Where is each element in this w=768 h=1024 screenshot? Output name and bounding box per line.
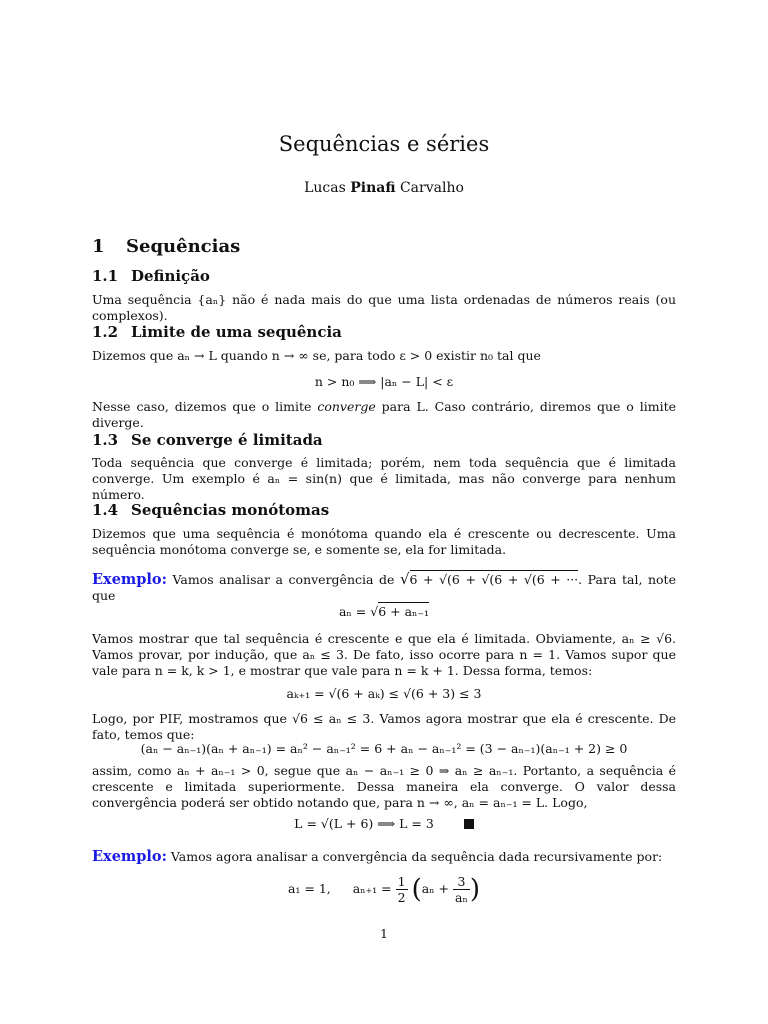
- numerator: 3: [453, 874, 470, 890]
- text-fragment: Vamos agora analisar a convergência da sequência dada recursivamente por:: [170, 849, 663, 864]
- fraction-half: [396, 874, 408, 905]
- subsection-heading-1-2: [92, 323, 342, 341]
- example-1-intro: [92, 571, 676, 604]
- section-number: 1: [92, 236, 105, 257]
- denominator: aₙ: [455, 890, 468, 905]
- equation-recursive: [92, 874, 676, 905]
- subsection-title: Sequências monótomas: [131, 501, 330, 519]
- denominator: 2: [397, 890, 406, 905]
- author-middle: Pinafi: [350, 180, 396, 196]
- section-heading-1: [92, 236, 240, 257]
- example-label: Exemplo:: [92, 571, 167, 588]
- paragraph-bounded: Toda sequência que converge é limitada; porém, nem toda sequência que é limitada converge. Um exemplo é aₙ = sin(n) que é limitada, mas não converge para nenhum número.: [92, 455, 676, 502]
- author-line: [0, 180, 768, 196]
- equation-induction: aₖ₊₁ = √(6 + aₖ) ≤ √(6 + 3) ≤ 3: [286, 686, 482, 701]
- nested-radical: 6 + √(6 + √(6 + √(6 + ···: [409, 572, 579, 587]
- paragraph-conclusion: assim, como aₙ + aₙ₋₁ > 0, segue que aₙ − aₙ₋₁ ≥ 0 ⇒ aₙ ≥ aₙ₋₁. Portanto, a sequência é crescente e limitada superiormente. Dessa maneira ela converge. O valor dessa convergência poderá ser obtido notando que, para n → ∞, aₙ = aₙ₋₁ = L. Logo,: [92, 763, 676, 810]
- subsection-title: Definição: [131, 267, 210, 285]
- equation-radicand: 6 + aₙ₋₁: [378, 604, 430, 619]
- equation-recurrence: [92, 604, 676, 619]
- paragraph-limit: Dizemos que aₙ → L quando n → ∞ se, para todo ε > 0 existir n₀ tal que: [92, 348, 541, 363]
- subsection-title: Se converge é limitada: [131, 431, 323, 449]
- text-fragment: Nesse caso, dizemos que o limite: [92, 399, 318, 414]
- author-last: Carvalho: [399, 180, 464, 196]
- equation-limit-value: [92, 816, 676, 831]
- numerator: 1: [397, 874, 406, 889]
- subsection-number: 1.2: [92, 323, 119, 341]
- right-paren: ): [469, 874, 481, 905]
- equation-text: L = √(L + 6) ⟹ L = 3: [294, 816, 434, 831]
- subsection-heading-1-4: [92, 501, 329, 519]
- text-fragment: Vamos analisar a convergência de: [172, 572, 395, 587]
- emphasis-converge: converge: [317, 399, 376, 414]
- section-title: Sequências: [126, 236, 241, 257]
- nested-radical-sign: √: [399, 570, 410, 588]
- equation-lhs: aₙ = √: [338, 604, 379, 619]
- subsection-number: 1.1: [92, 267, 119, 285]
- text-fragment: . Para tal, note que: [92, 572, 676, 603]
- paragraph-increasing: Logo, por PIF, mostramos que √6 ≤ aₙ ≤ 3. Vamos agora mostrar que ela é crescente. De fato, temos que:: [92, 711, 676, 742]
- subsection-heading-1-3: [92, 431, 323, 449]
- example-label: Exemplo:: [92, 848, 167, 865]
- author-first: Lucas: [304, 180, 346, 196]
- example-2-intro: [92, 849, 676, 865]
- paren-inner: aₙ +: [421, 881, 450, 896]
- subsection-number: 1.4: [92, 501, 119, 519]
- recursive-lhs: aₙ₊₁ =: [352, 881, 392, 896]
- text-fragment: para L. Caso contrário, diremos que o limite diverge.: [92, 399, 677, 430]
- left-paren: (: [411, 874, 422, 905]
- paragraph-monotone: Dizemos que uma sequência é monótoma quando ela é crescente ou decrescente. Uma sequência monótoma converge se, e somente se, ela for limitada.: [92, 526, 676, 557]
- paragraph-induction: Vamos mostrar que tal sequência é crescente e que ela é limitada. Obviamente, aₙ ≥ √6. Vamos provar, por indução, que aₙ ≤ 3. De fato, isso ocorre para n = 1. Vamos supor que vale para n = k, k > 1, e mostrar que vale para n = k + 1. Dessa forma, temos:: [92, 631, 676, 678]
- subsection-heading-1-1: [92, 267, 210, 285]
- equation-difference: (aₙ − aₙ₋₁)(aₙ + aₙ₋₁) = aₙ² − aₙ₋₁² = 6 + aₙ − aₙ₋₁² = (3 − aₙ₋₁)(aₙ₋₁ + 2) ≥ 0: [140, 741, 628, 756]
- fraction-3-over-an: [453, 874, 470, 905]
- equation-limit: n > n₀ ⟹ |aₙ − L| < ε: [314, 374, 454, 389]
- document-title: Sequências e séries: [278, 132, 490, 156]
- subsection-title: Limite de uma sequência: [131, 323, 342, 341]
- initial-term: a₁ = 1,: [287, 881, 331, 896]
- subsection-number: 1.3: [92, 431, 119, 449]
- qed-square-icon: [464, 819, 474, 829]
- paragraph-definition: Uma sequência {aₙ} não é nada mais do que uma lista ordenadas de números reais (ou complexos).: [92, 292, 676, 323]
- paragraph-converge: [92, 399, 676, 431]
- page-number: 1: [380, 926, 388, 941]
